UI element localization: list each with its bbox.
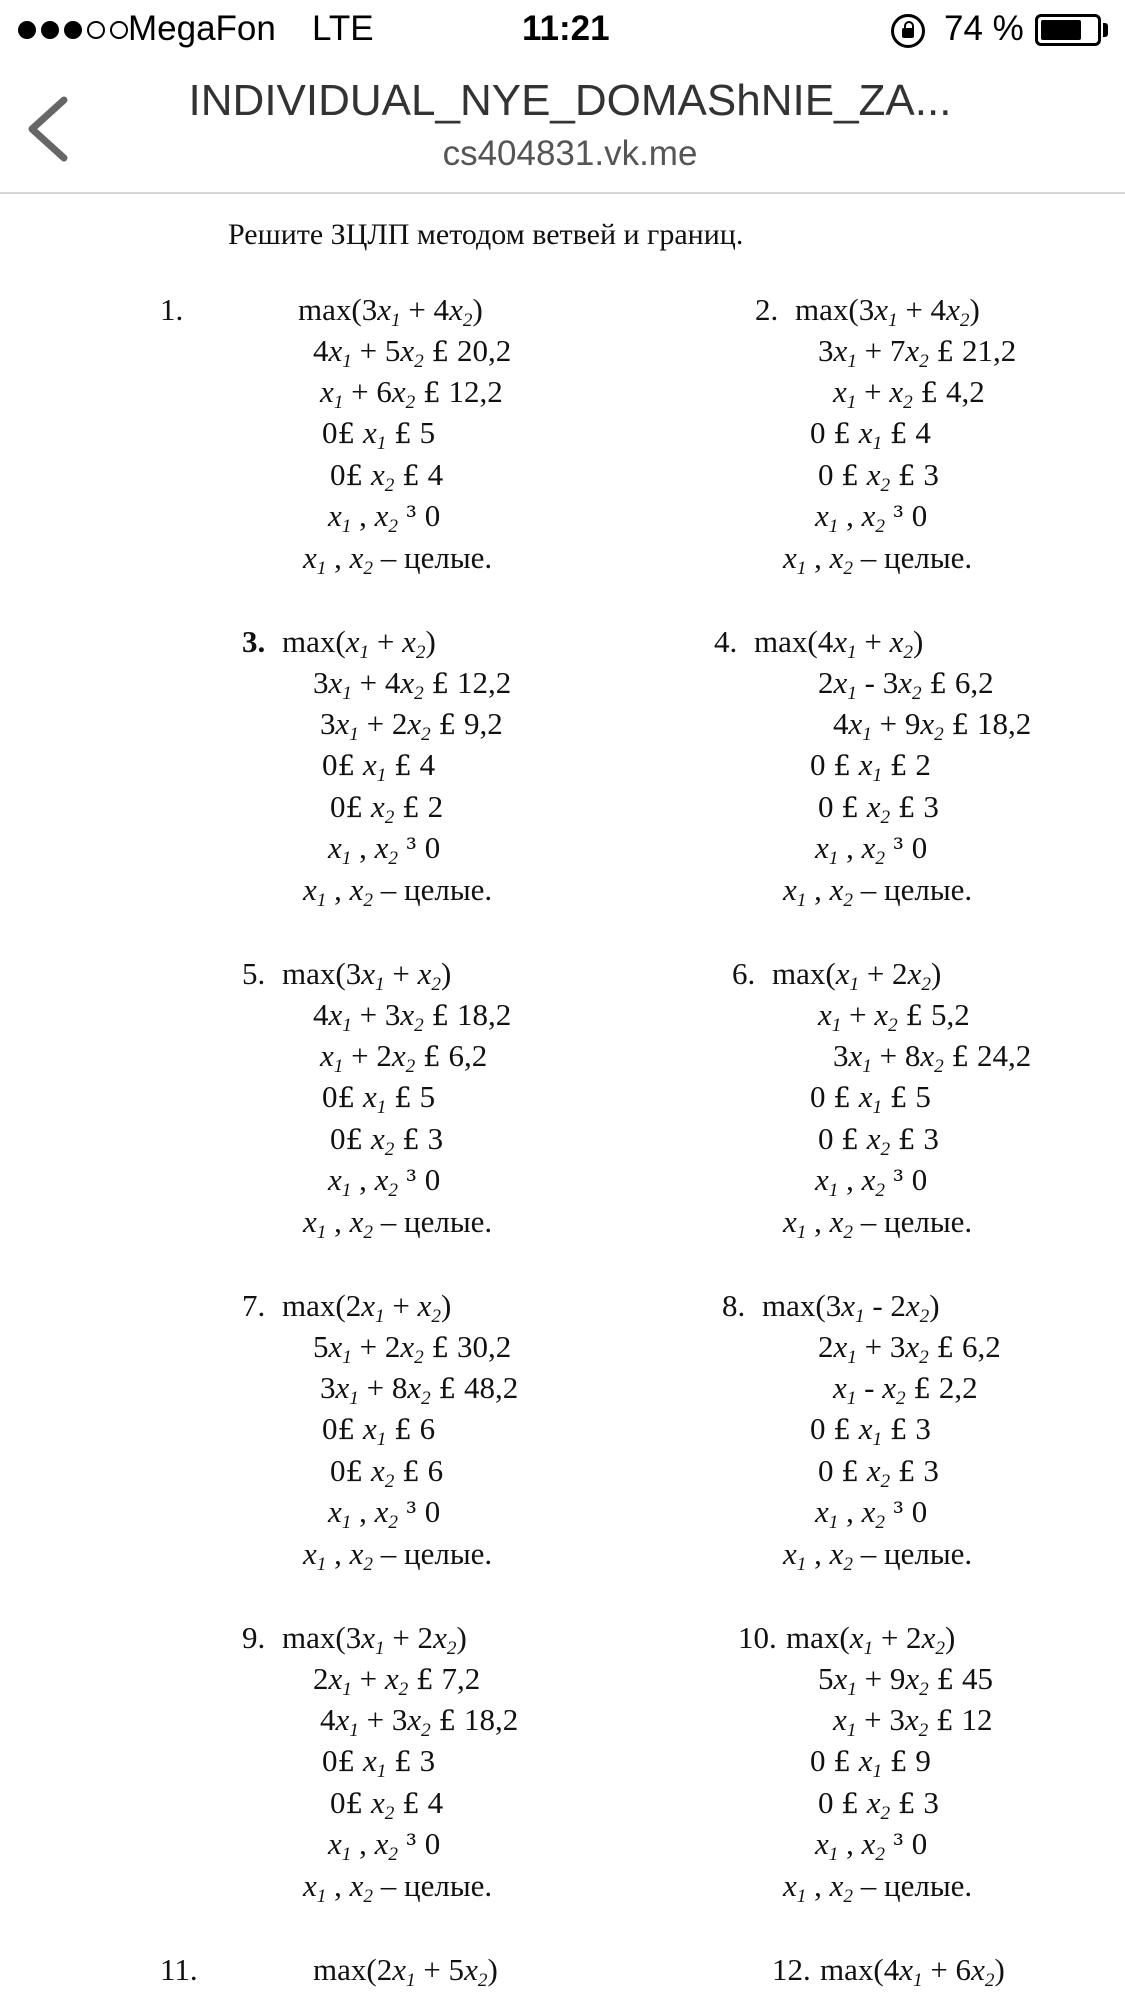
orientation-lock-icon (891, 14, 925, 48)
problem-10-number: 10. (738, 1620, 777, 1655)
problem-6-integer: $x_1$ , $x_2$ – целые. (783, 1204, 973, 1243)
problem-6-number: 6. (732, 956, 756, 991)
problem-10-c2: $x_1 + 3x_2$ £ 12 (833, 1702, 993, 1741)
problem-10-b2: 0 £ $x_2$ £ 3 (818, 1785, 939, 1824)
problem-7-b1: 0£ $x_1$ £ 6 (322, 1411, 436, 1450)
problem-4-objective: $\max(4x_1 + x_2)$ (754, 624, 924, 663)
problem-2-integer: $x_1$ , $x_2$ – целые. (783, 540, 973, 579)
document-title: INDIVIDUAL_NYE_DOMAShNIE_ZA... (188, 76, 952, 125)
problem-5-number: 5. (242, 956, 266, 991)
signal-dot (18, 21, 36, 39)
problem-6-objective: $\max(x_1 + 2x_2)$ (772, 956, 942, 995)
problem-2-c1: $3x_1 + 7x_2$ £ 21,2 (818, 333, 1017, 372)
problem-6-b1: 0 £ $x_1$ £ 5 (810, 1079, 931, 1118)
problem-8-nonneg: $x_1$ , $x_2$ ³ 0 (815, 1494, 928, 1533)
problem-4-b1: 0 £ $x_1$ £ 2 (810, 747, 931, 786)
problem-1-c2: $x_1 + 6x_2$ £ 12,2 (320, 374, 503, 413)
problem-3-objective: $\max(x_1 + x_2)$ (282, 624, 436, 663)
document-view[interactable] (0, 194, 1125, 2001)
problem-8-c1: $2x_1 + 3x_2$ £ 6,2 (818, 1329, 1001, 1368)
problem-3-b2: 0£ $x_2$ £ 2 (330, 789, 444, 828)
problem-5-b1: 0£ $x_1$ £ 5 (322, 1079, 436, 1118)
problem-9-objective: $\max(3x_1 + 2x_2)$ (282, 1620, 467, 1659)
problem-1-number: 1. (160, 292, 184, 327)
problem-3-b1: 0£ $x_1$ £ 4 (322, 747, 436, 786)
problem-4-c2: $4x_1 + 9x_2$ £ 18,2 (833, 706, 1032, 745)
battery-percent: 74 % (944, 9, 1024, 48)
problem-5-integer: $x_1$ , $x_2$ – целые. (303, 1204, 493, 1243)
problem-8-b1: 0 £ $x_1$ £ 3 (810, 1411, 931, 1450)
problem-8-b2: 0 £ $x_2$ £ 3 (818, 1453, 939, 1492)
signal-dot (87, 21, 105, 39)
problem-6-c2: $3x_1 + 8x_2$ £ 24,2 (833, 1038, 1032, 1077)
problem-9-b1: 0£ $x_1$ £ 3 (322, 1743, 436, 1782)
problem-10-integer: $x_1$ , $x_2$ – целые. (783, 1868, 973, 1907)
problem-12-number: 12. (772, 1952, 811, 1987)
problem-2-number: 2. (755, 292, 779, 327)
status-bar (0, 0, 1125, 64)
problem-6-nonneg: $x_1$ , $x_2$ ³ 0 (815, 1162, 928, 1201)
clock: 11:21 (522, 9, 610, 48)
problem-5-objective: $\max(3x_1 + x_2)$ (282, 956, 452, 995)
problem-4-integer: $x_1$ , $x_2$ – целые. (783, 872, 973, 911)
problem-10-b1: 0 £ $x_1$ £ 9 (810, 1743, 931, 1782)
problem-3-number: 3. (242, 624, 266, 659)
document-source-url: cs404831.vk.me (442, 134, 698, 173)
problem-1-integer: $x_1$ , $x_2$ – целые. (303, 540, 493, 579)
battery-icon (1035, 14, 1101, 46)
problem-8-objective: $\max(3x_1 - 2x_2)$ (762, 1288, 940, 1327)
problem-10-objective: $\max(x_1 + 2x_2)$ (786, 1620, 956, 1659)
carrier-name: MegaFon (128, 9, 276, 48)
problem-12-objective: $\max(4x_1 + 6x_2)$ (820, 1952, 1005, 1991)
problem-4-b2: 0 £ $x_2$ £ 3 (818, 789, 939, 828)
problem-6-c1: $x_1 + x_2$ £ 5,2 (818, 997, 970, 1036)
problem-8-number: 8. (722, 1288, 746, 1323)
problem-9-b2: 0£ $x_2$ £ 4 (330, 1785, 444, 1824)
problem-11-objective: $\max(2x_1 + 5x_2)$ (313, 1952, 498, 1991)
problem-7-c2: $3x_1 + 8x_2$ £ 48,2 (320, 1370, 519, 1409)
signal-dot (110, 21, 128, 39)
problem-2-b1: 0 £ $x_1$ £ 4 (810, 415, 931, 454)
problem-2-nonneg: $x_1$ , $x_2$ ³ 0 (815, 498, 928, 537)
problem-1-b2: 0£ $x_2$ £ 4 (330, 457, 444, 496)
problem-8-c2: $x_1 - x_2$ £ 2,2 (833, 1370, 978, 1409)
problem-9-integer: $x_1$ , $x_2$ – целые. (303, 1868, 493, 1907)
network-type: LTE (312, 9, 374, 48)
navigation-bar (0, 64, 1125, 194)
battery-level (1041, 20, 1081, 40)
problem-3-integer: $x_1$ , $x_2$ – целые. (303, 872, 493, 911)
signal-dot (41, 21, 59, 39)
problem-9-number: 9. (242, 1620, 266, 1655)
problem-7-objective: $\max(2x_1 + x_2)$ (282, 1288, 452, 1327)
back-chevron-icon[interactable] (20, 94, 78, 164)
task-heading: Решите ЗЦЛП методом ветвей и границ. (228, 218, 744, 251)
problem-5-b2: 0£ $x_2$ £ 3 (330, 1121, 444, 1160)
problem-7-number: 7. (242, 1288, 266, 1323)
signal-dot (64, 21, 82, 39)
problem-2-b2: 0 £ $x_2$ £ 3 (818, 457, 939, 496)
problem-5-nonneg: $x_1$ , $x_2$ ³ 0 (328, 1162, 441, 1201)
problem-9-c2: $4x_1 + 3x_2$ £ 18,2 (320, 1702, 519, 1741)
problem-1-c1: $4x_1 + 5x_2$ £ 20,2 (313, 333, 512, 372)
battery-tip (1103, 23, 1108, 37)
problem-1-objective: $\max(3x_1 + 4x_2)$ (298, 292, 483, 331)
problem-6-b2: 0 £ $x_2$ £ 3 (818, 1121, 939, 1160)
problem-11-number: 11. (160, 1952, 198, 1987)
problem-7-b2: 0£ $x_2$ £ 6 (330, 1453, 444, 1492)
problem-5-c2: $x_1 + 2x_2$ £ 6,2 (320, 1038, 488, 1077)
problem-7-nonneg: $x_1$ , $x_2$ ³ 0 (328, 1494, 441, 1533)
problem-7-integer: $x_1$ , $x_2$ – целые. (303, 1536, 493, 1575)
problem-3-nonneg: $x_1$ , $x_2$ ³ 0 (328, 830, 441, 869)
problem-3-c2: $3x_1 + 2x_2$ £ 9,2 (320, 706, 503, 745)
problem-9-c1: $2x_1 + x_2$ £ 7,2 (313, 1661, 481, 1700)
signal-strength-icon (18, 21, 128, 39)
problem-5-c1: $4x_1 + 3x_2$ £ 18,2 (313, 997, 512, 1036)
problem-4-nonneg: $x_1$ , $x_2$ ³ 0 (815, 830, 928, 869)
problem-10-nonneg: $x_1$ , $x_2$ ³ 0 (815, 1826, 928, 1865)
problem-10-c1: $5x_1 + 9x_2$ £ 45 (818, 1661, 993, 1700)
problem-4-number: 4. (714, 624, 738, 659)
problem-2-c2: $x_1 + x_2$ £ 4,2 (833, 374, 985, 413)
problem-8-integer: $x_1$ , $x_2$ – целые. (783, 1536, 973, 1575)
problem-1-nonneg: $x_1$ , $x_2$ ³ 0 (328, 498, 441, 537)
problem-3-c1: $3x_1 + 4x_2$ £ 12,2 (313, 665, 512, 704)
problem-2-objective: $\max(3x_1 + 4x_2)$ (795, 292, 980, 331)
problem-4-c1: $2x_1 - 3x_2$ £ 6,2 (818, 665, 994, 704)
problem-1-b1: 0£ $x_1$ £ 5 (322, 415, 436, 454)
problem-7-c1: $5x_1 + 2x_2$ £ 30,2 (313, 1329, 512, 1368)
problem-9-nonneg: $x_1$ , $x_2$ ³ 0 (328, 1826, 441, 1865)
